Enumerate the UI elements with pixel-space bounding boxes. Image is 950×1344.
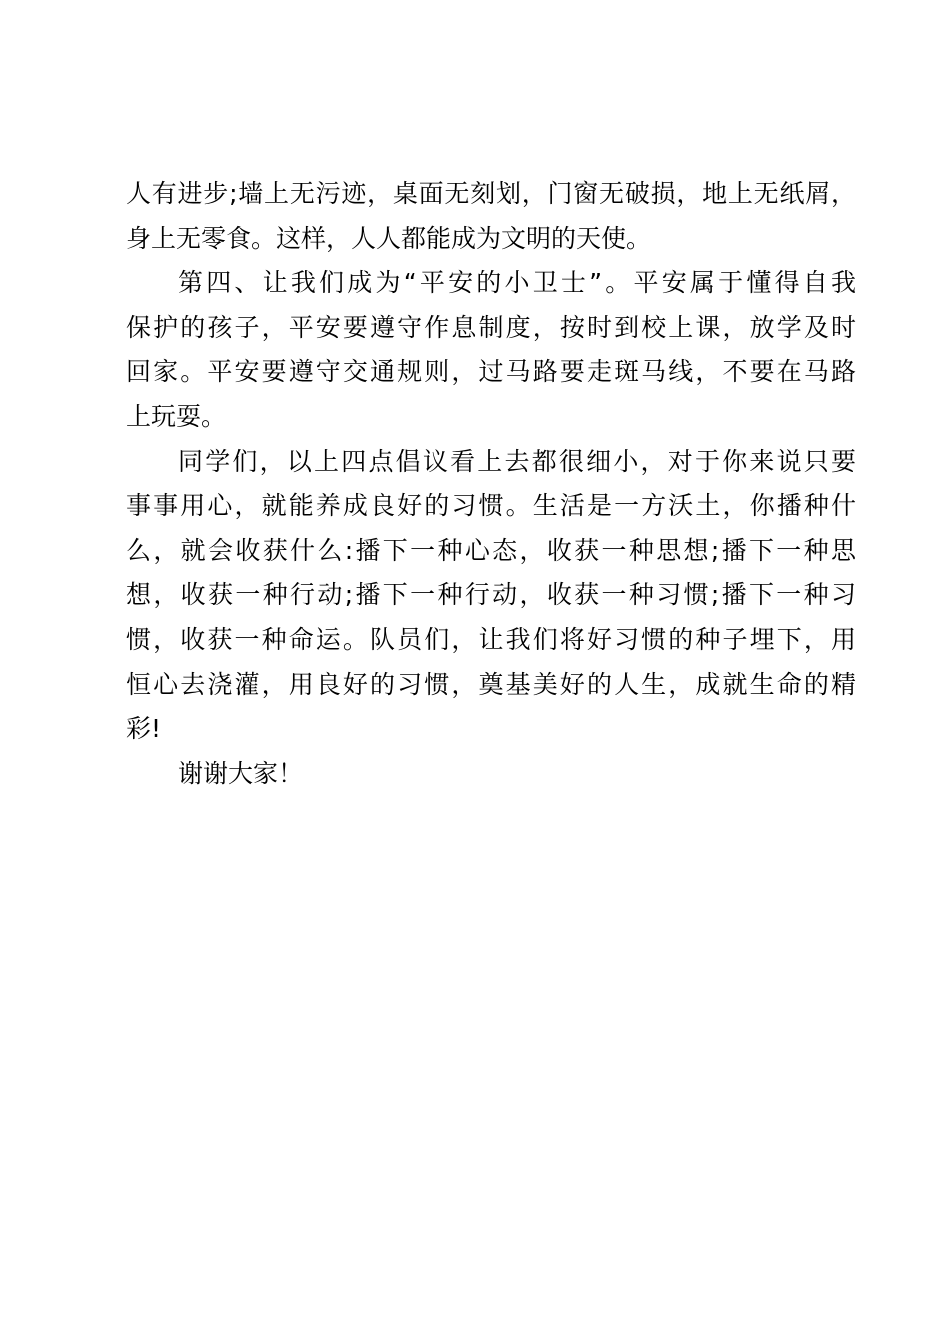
paragraph-first-line: 第四、让我们成为“平安的小卫士”。平安属于懂得自我 [178, 268, 856, 298]
text-line: 人有进步;墙上无污迹，桌面无刻划，门窗无破损，地上无纸屑， [126, 179, 856, 208]
text-line: 事事用心，就能养成良好的习惯。生活是一方沃土，你播种什 [126, 491, 856, 521]
text-line: 身上无零食。这样，人人都能成为文明的天使。 [126, 223, 652, 253]
text-line: 惯，收获一种命运。队员们，让我们将好习惯的种子埋下，用 [126, 624, 856, 654]
text-line: 保护的孩子，平安要遵守作息制度，按时到校上课，放学及时 [126, 312, 856, 342]
text-line: 想，收获一种行动;播下一种行动，收获一种习惯;播下一种习 [126, 580, 856, 610]
speech-text [126, 172, 856, 796]
closing-line: 谢谢大家！ [178, 758, 304, 788]
paragraph-first-line: 同学们，以上四点倡议看上去都很细小，对于你来说只要 [178, 446, 856, 476]
text-line: 回家。平安要遵守交通规则，过马路要走斑马线，不要在马路 [126, 357, 856, 387]
text-line: 么，就会收获什么:播下一种心态，收获一种思想;播下一种思 [126, 535, 856, 565]
text-line: 恒心去浇灌，用良好的习惯，奠基美好的人生，成就生命的精 [126, 669, 856, 699]
text-line: 上玩耍。 [126, 401, 227, 431]
text-line: 彩! [126, 714, 162, 744]
